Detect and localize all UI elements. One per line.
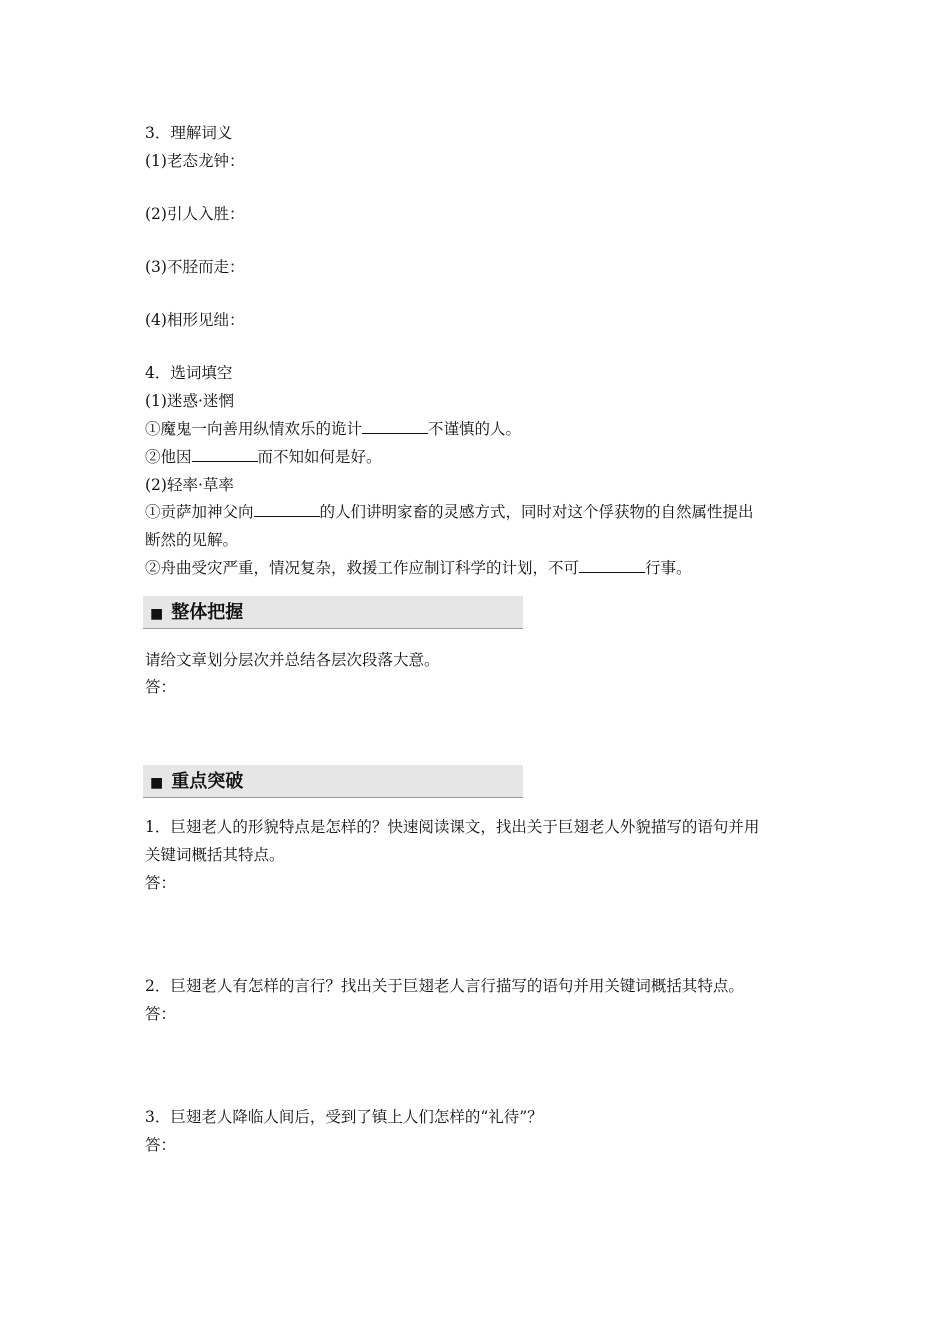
vocab-item-4: (4)相形见绌：: [145, 311, 245, 329]
fill-group2-q1: [145, 502, 754, 522]
focus-q2: 2．巨翅老人有怎样的言行？找出关于巨翅老人言行描写的语句并用关键词概括其特点。: [145, 977, 744, 995]
focus-q2-answer-label: 答：: [145, 1005, 177, 1023]
fill-text: ①贡萨加神父向: [145, 503, 254, 521]
fill-group2-q2: [145, 558, 692, 578]
fill-text: ②舟曲受灾严重，情况复杂，救援工作应制订科学的计划，不可: [145, 559, 580, 577]
fill-group2-q1-cont: 断然的见解。: [145, 531, 239, 549]
focus-q3-answer-label: 答：: [145, 1136, 177, 1154]
focus-q1-line2: 关键词概括其特点。: [145, 846, 285, 864]
focus-q1-answer-label: 答：: [145, 874, 177, 892]
fill-text: 而不知如何是好。: [257, 448, 382, 466]
focus-q1-line1: 1．巨翅老人的形貌特点是怎样的？快速阅读课文，找出关于巨翅老人外貌描写的语句并用: [145, 818, 760, 836]
fill-heading: 4．选词填空: [145, 364, 233, 382]
vocab-heading: 3．理解词义: [145, 124, 233, 142]
fill-group1-q1: [145, 419, 521, 439]
answer-blank[interactable]: [192, 447, 258, 462]
vocab-item-3: (3)不胫而走：: [145, 258, 245, 276]
fill-text: 不谨慎的人。: [428, 420, 522, 438]
vocab-item-2: (2)引人入胜：: [145, 205, 245, 223]
answer-blank[interactable]: [254, 502, 320, 517]
fill-group1-q2: [145, 447, 382, 467]
fill-group1-label: (1)迷惑·迷惘: [145, 392, 234, 410]
square-bullet-icon: ■: [150, 775, 164, 791]
answer-blank[interactable]: [579, 558, 645, 573]
fill-group2-label: (2)轻率·草率: [145, 476, 234, 494]
section-title: 整体把握: [171, 602, 244, 623]
fill-text: ①魔鬼一向善用纵情欢乐的诡计: [145, 420, 363, 438]
focus-q3: 3．巨翅老人降临人间后，受到了镇上人们怎样的“礼待”？: [145, 1108, 543, 1126]
overall-question: 请给文章划分层次并总结各层次段落大意。: [145, 651, 440, 669]
answer-blank[interactable]: [362, 419, 428, 434]
vocab-item-1: (1)老态龙钟：: [145, 152, 245, 170]
fill-text: 的人们讲明家畜的灵感方式，同时对这个俘获物的自然属性提出: [319, 503, 754, 521]
section-header-focus: [143, 765, 523, 798]
section-title: 重点突破: [171, 771, 244, 792]
section-header-overall: [143, 596, 523, 629]
fill-text: ②他因: [145, 448, 192, 466]
overall-answer-label: 答：: [145, 678, 177, 696]
fill-text: 行事。: [645, 559, 692, 577]
square-bullet-icon: ■: [150, 606, 164, 622]
